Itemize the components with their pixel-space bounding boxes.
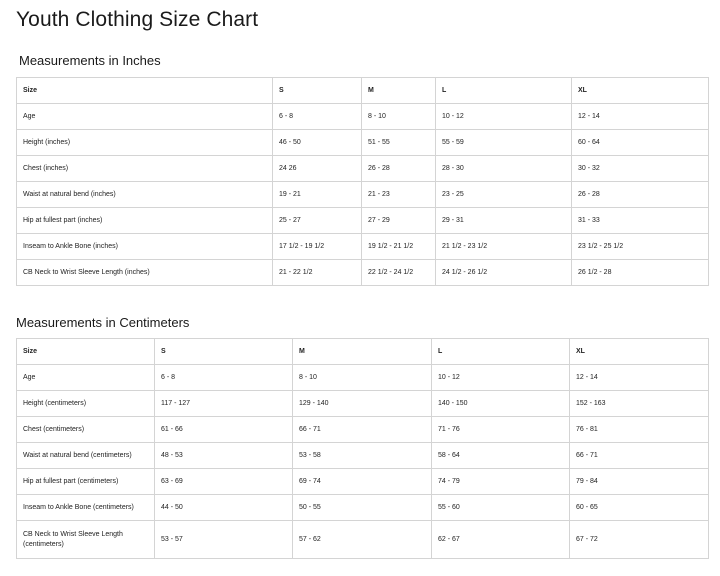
table-cell: 22 1/2 - 24 1/2	[362, 260, 436, 286]
table-cell: 24 26	[273, 156, 362, 182]
centimeters-section-title: Measurements in Centimeters	[16, 315, 190, 330]
table-row	[17, 521, 709, 559]
row-label: Height (inches)	[17, 130, 273, 156]
table-row	[17, 365, 709, 391]
table-row	[17, 104, 709, 130]
table-header-row	[17, 78, 709, 104]
page-title: Youth Clothing Size Chart	[16, 8, 259, 31]
table-cell: 79 - 84	[570, 469, 709, 495]
inches-size-table	[16, 77, 709, 286]
table-cell: 61 - 66	[155, 417, 293, 443]
table-row	[17, 130, 709, 156]
table-header-row	[17, 339, 709, 365]
table-cell: 66 - 71	[570, 443, 709, 469]
table-cell: 53 - 58	[293, 443, 432, 469]
table-cell: 28 - 30	[436, 156, 572, 182]
table-cell: 29 - 31	[436, 208, 572, 234]
table-cell: 24 1/2 - 26 1/2	[436, 260, 572, 286]
table-cell: 8 - 10	[362, 104, 436, 130]
table-cell: 27 - 29	[362, 208, 436, 234]
table-cell: 19 1/2 - 21 1/2	[362, 234, 436, 260]
row-label: CB Neck to Wrist Sleeve Length (inches)	[17, 260, 273, 286]
column-header-s: S	[155, 339, 293, 365]
table-cell: 152 - 163	[570, 391, 709, 417]
inches-section-title: Measurements in Inches	[19, 53, 161, 68]
table-cell: 117 - 127	[155, 391, 293, 417]
table-cell: 55 - 59	[436, 130, 572, 156]
table-cell: 58 - 64	[432, 443, 570, 469]
column-header-m: M	[293, 339, 432, 365]
row-label: Age	[17, 104, 273, 130]
column-header-xl: XL	[570, 339, 709, 365]
table-cell: 74 - 79	[432, 469, 570, 495]
table-cell: 21 - 23	[362, 182, 436, 208]
table-cell: 12 - 14	[570, 365, 709, 391]
table-row	[17, 417, 709, 443]
table-cell: 25 - 27	[273, 208, 362, 234]
table-cell: 57 - 62	[293, 521, 432, 559]
table-cell: 12 - 14	[572, 104, 709, 130]
table-cell: 17 1/2 - 19 1/2	[273, 234, 362, 260]
table-cell: 21 1/2 - 23 1/2	[436, 234, 572, 260]
table-cell: 140 - 150	[432, 391, 570, 417]
table-cell: 71 - 76	[432, 417, 570, 443]
row-label: CB Neck to Wrist Sleeve Length (centimeters)	[17, 521, 155, 559]
table-cell: 6 - 8	[155, 365, 293, 391]
table-cell: 6 - 8	[273, 104, 362, 130]
table-cell: 26 - 28	[362, 156, 436, 182]
row-label: Hip at fullest part (centimeters)	[17, 469, 155, 495]
centimeters-size-table	[16, 338, 709, 559]
row-label: Inseam to Ankle Bone (inches)	[17, 234, 273, 260]
column-header-s: S	[273, 78, 362, 104]
row-label: Waist at natural bend (inches)	[17, 182, 273, 208]
table-row	[17, 234, 709, 260]
column-header-size: Size	[17, 339, 155, 365]
table-cell: 21 - 22 1/2	[273, 260, 362, 286]
table-cell: 46 - 50	[273, 130, 362, 156]
table-cell: 55 - 60	[432, 495, 570, 521]
row-label: Age	[17, 365, 155, 391]
table-cell: 76 - 81	[570, 417, 709, 443]
column-header-size: Size	[17, 78, 273, 104]
row-label: Inseam to Ankle Bone (centimeters)	[17, 495, 155, 521]
table-cell: 60 - 64	[572, 130, 709, 156]
table-cell: 31 - 33	[572, 208, 709, 234]
column-header-xl: XL	[572, 78, 709, 104]
table-cell: 30 - 32	[572, 156, 709, 182]
table-cell: 69 - 74	[293, 469, 432, 495]
table-cell: 62 - 67	[432, 521, 570, 559]
table-cell: 10 - 12	[436, 104, 572, 130]
table-cell: 51 - 55	[362, 130, 436, 156]
table-row	[17, 391, 709, 417]
row-label: Waist at natural bend (centimeters)	[17, 443, 155, 469]
row-label: Hip at fullest part (inches)	[17, 208, 273, 234]
table-cell: 26 - 28	[572, 182, 709, 208]
table-cell: 48 - 53	[155, 443, 293, 469]
table-cell: 63 - 69	[155, 469, 293, 495]
table-row	[17, 182, 709, 208]
table-cell: 129 - 140	[293, 391, 432, 417]
column-header-l: L	[432, 339, 570, 365]
table-cell: 23 1/2 - 25 1/2	[572, 234, 709, 260]
column-header-l: L	[436, 78, 572, 104]
table-cell: 67 - 72	[570, 521, 709, 559]
table-row	[17, 443, 709, 469]
table-cell: 19 - 21	[273, 182, 362, 208]
table-cell: 50 - 55	[293, 495, 432, 521]
row-label: Height (centimeters)	[17, 391, 155, 417]
table-row	[17, 260, 709, 286]
row-label: Chest (centimeters)	[17, 417, 155, 443]
table-cell: 26 1/2 - 28	[572, 260, 709, 286]
table-cell: 53 - 57	[155, 521, 293, 559]
table-cell: 10 - 12	[432, 365, 570, 391]
table-row	[17, 495, 709, 521]
table-cell: 44 - 50	[155, 495, 293, 521]
row-label: Chest (inches)	[17, 156, 273, 182]
table-cell: 23 - 25	[436, 182, 572, 208]
table-row	[17, 208, 709, 234]
column-header-m: M	[362, 78, 436, 104]
table-row	[17, 156, 709, 182]
table-cell: 8 - 10	[293, 365, 432, 391]
table-cell: 60 - 65	[570, 495, 709, 521]
table-row	[17, 469, 709, 495]
table-cell: 66 - 71	[293, 417, 432, 443]
